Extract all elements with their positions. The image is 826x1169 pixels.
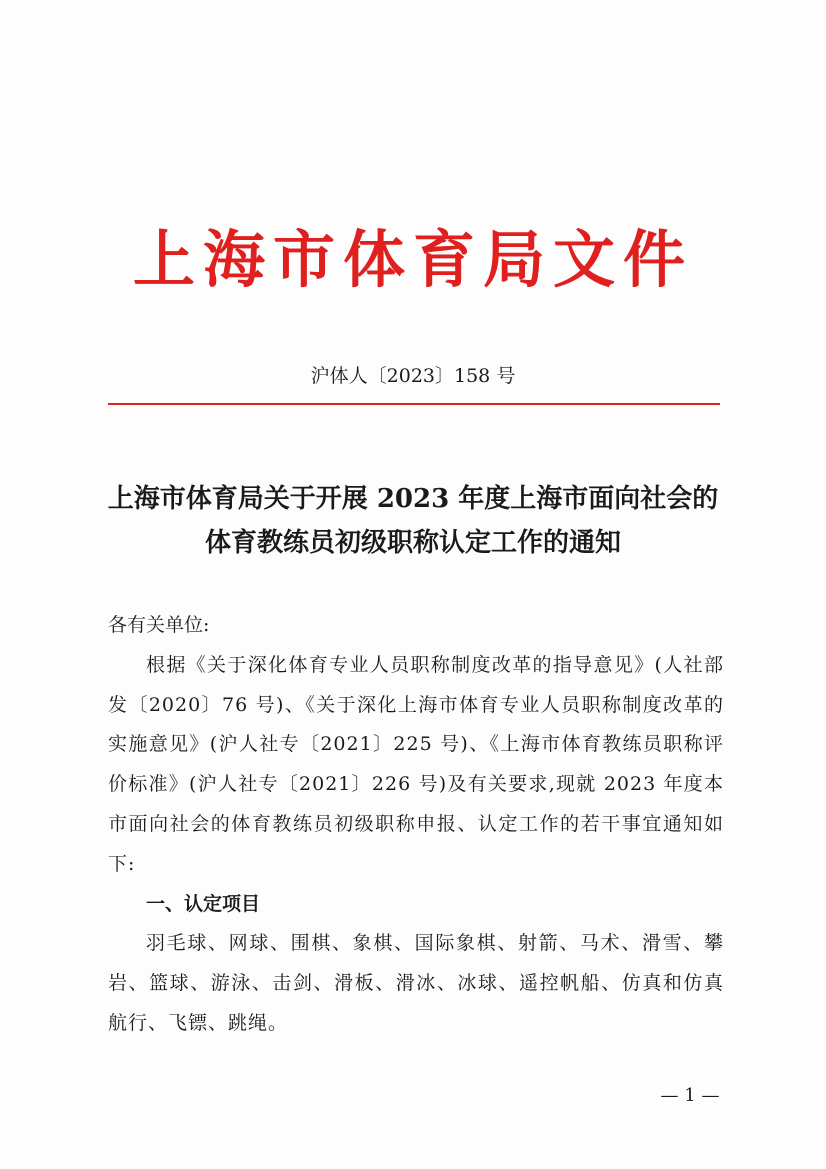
salutation: 各有关单位: [108,614,210,636]
document-header-title: 上海市体育局文件 [132,223,693,296]
document-number: 沪体人〔2023〕158 号 [310,365,516,387]
section-1-text: 羽毛球、网球、围棋、象棋、国际象棋、射箭、马术、滑雪、攀岩、篮球、游泳、击剑、滑板、滑冰、冰球、遥控帆船、仿真和仿真航行、飞镖、跳绳。 [108,932,724,1034]
notice-title-line-1: 上海市体育局关于开展 2023 年度上海市面向社会的 [107,484,719,514]
notice-title [90,477,736,565]
page-number: — 1 — [660,1085,720,1106]
notice-title-line-2: 体育教练员初级职称认定工作的通知 [204,528,621,558]
red-divider-line [108,403,720,405]
document-body [108,606,724,1044]
body-paragraph-1: 根据《关于深化体育专业人员职称制度改革的指导意见》(人社部发〔2020〕76 号)、《关于深化上海市体育专业人员职称制度改革的实施意见》(沪人社专〔2021〕225 号)、《上海市体育教练员职称评价标准》(沪人社专〔2021〕226 号)及有关要求,现就 2023 年度本市面向社会的体育教练员初级职称申报、认定工作的若干事宜通知如下: [108,653,724,875]
section-heading-1: 一、认定项目 [146,892,261,915]
